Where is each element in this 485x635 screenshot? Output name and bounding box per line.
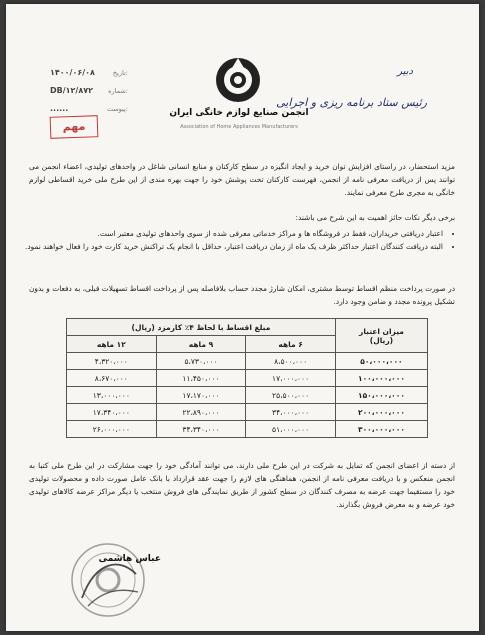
installment-cell: ۵،۷۳۰،۰۰۰ (156, 353, 246, 370)
credit-cell: ۵۰،۰۰۰،۰۰۰ (335, 353, 427, 370)
installment-cell: ۴،۳۲۰،۰۰۰ (67, 353, 157, 370)
credit-header: میزان اعتبار (359, 326, 404, 336)
installment-cell: ۸،۵۰۰،۰۰۰ (246, 353, 336, 370)
installment-cell: ۲۵،۵۰۰،۰۰۰ (246, 387, 336, 404)
note-item-2: • البته دریافت کنندگان اعتبار حداکثر ظرف یک ماه از زمان دریافت اعتبار، حداقل با انجام یک تراکنش خرید کارت خود را فعال خواهند نمود. (23, 240, 443, 253)
table-row (67, 404, 428, 421)
number-label: شماره: (108, 87, 128, 95)
credit-cell: ۳۰۰،۰۰۰،۰۰۰ (335, 421, 427, 438)
important-stamp: مهم (50, 115, 99, 139)
letter-page (6, 4, 479, 631)
org-name-fa: انجمن صنایع لوازم خانگی ایران (169, 108, 309, 118)
installment-table (66, 318, 428, 438)
installment-cell: ۱۷،۱۷۰،۰۰۰ (156, 387, 246, 404)
installment-cell: ۳۴،۰۰۰،۰۰۰ (246, 404, 336, 421)
credit-cell: ۱۰۰،۰۰۰،۰۰۰ (335, 370, 427, 387)
month-header: ۹ ماهه (156, 336, 246, 353)
credit-cell: ۲۰۰،۰۰۰،۰۰۰ (335, 404, 427, 421)
credit-unit: (ریال) (369, 335, 394, 345)
date-label: تاریخ: (112, 69, 128, 77)
notes-list (23, 227, 455, 253)
installment-cell: ۲۶،۰۰۰،۰۰۰ (67, 421, 157, 438)
official-seal-icon (68, 540, 148, 620)
installment-cell: ۱۳،۰۰۰،۰۰۰ (67, 387, 157, 404)
installment-cell: ۱۷،۳۴۰،۰۰۰ (67, 404, 157, 421)
body-paragraph-3: در صورت پرداخت منظم اقساط توسط مشتری، امکان شارژ مجدد حساب بلافاصله پس از پرداخت اقساط تسهیلات قبلی، به دفعات و بدون تشکیل پرونده مجدد و ضامن وجود دارد. (29, 284, 455, 306)
body-paragraph-4: از دسته از اعضای انجمن که تمایل به شرکت در این طرح ملی دارند، می توانند آمادگی خود را جهت مشارکت در این طرح ملی کتبا به انجمن منعکس و با دریافت معرفی نامه از انجمن، هماهنگی های لازم را جهت عقد قرارداد با بانک عامل صورت داده و محصولات تولیدی خود را مستقیما جهت عرضه به مصرف کنندگان در سطح کشور از طریق نمایندگی های فروش منتخب یا دیگر مراکز عرضه کالاهای تولیدی خود عرضه و به معرض فروش بگذارند. (29, 461, 455, 509)
table-row (67, 370, 428, 387)
letter-meta (50, 64, 128, 118)
body-paragraph-2: برخی دیگر نکات حائز اهمیت به این شرح می باشند: (295, 213, 455, 222)
month-header: ۱۲ ماهه (67, 336, 157, 353)
installment-cell: ۵۱،۰۰۰،۰۰۰ (246, 421, 336, 438)
credit-cell: ۱۵۰،۰۰۰،۰۰۰ (335, 387, 427, 404)
recipient-line-2: رئیس ستاد برنامه ریزی و اجرایی (276, 96, 427, 109)
org-name-en: Association of Home Appliances Manufacturers (180, 124, 298, 130)
installment-cell: ۳۴،۳۴۰،۰۰۰ (156, 421, 246, 438)
credit-header-cell (335, 319, 427, 353)
number-value: DB/۱۲/۸۷۲ (50, 86, 93, 95)
installment-cell: ۱۱،۴۵۰،۰۰۰ (156, 370, 246, 387)
installment-header: مبلغ اقساط با لحاظ ۴٪ کارمزد (ریال) (67, 319, 336, 336)
installment-cell: ۱۷،۰۰۰،۰۰۰ (246, 370, 336, 387)
month-header: ۶ ماهه (246, 336, 336, 353)
association-logo-icon (214, 56, 262, 104)
signatory-name: عباس هاشمی (98, 554, 161, 564)
date-value: ۱۴۰۰/۰۶/۰۸ (50, 68, 95, 77)
attachment-label: پیوست: (106, 105, 128, 113)
table-row (67, 387, 428, 404)
body-paragraph-1: مزید استحضار، در راستای افزایش توان خرید و ایجاد انگیزه در سطح کارکنان و منابع انسانی شاغل در واحدهای تولیدی، اعضاء انجمن می توانند پس از دریافت معرفی نامه از انجمن، فهرست کارکنان تحت پوشش خود را جهت بهره مندی از این طرح ملی خرید اقساطی لوازم خانگی به مجری طرح معرفی نمایند. (29, 162, 455, 197)
installment-cell: ۲۲،۸۹۰،۰۰۰ (156, 404, 246, 421)
table-row (67, 421, 428, 438)
attachment-value: ...... (50, 104, 69, 113)
note-item-1: • اعتبار دریافتی خریداران، فقط در فروشگاه ها و مراکز خدماتی معرفی شده از سوی واحدهای تولیدی معتبر است. (23, 227, 443, 240)
table-row (67, 353, 428, 370)
recipient-line-1: دبیر (397, 66, 413, 77)
installment-cell: ۸،۶۷۰،۰۰۰ (67, 370, 157, 387)
